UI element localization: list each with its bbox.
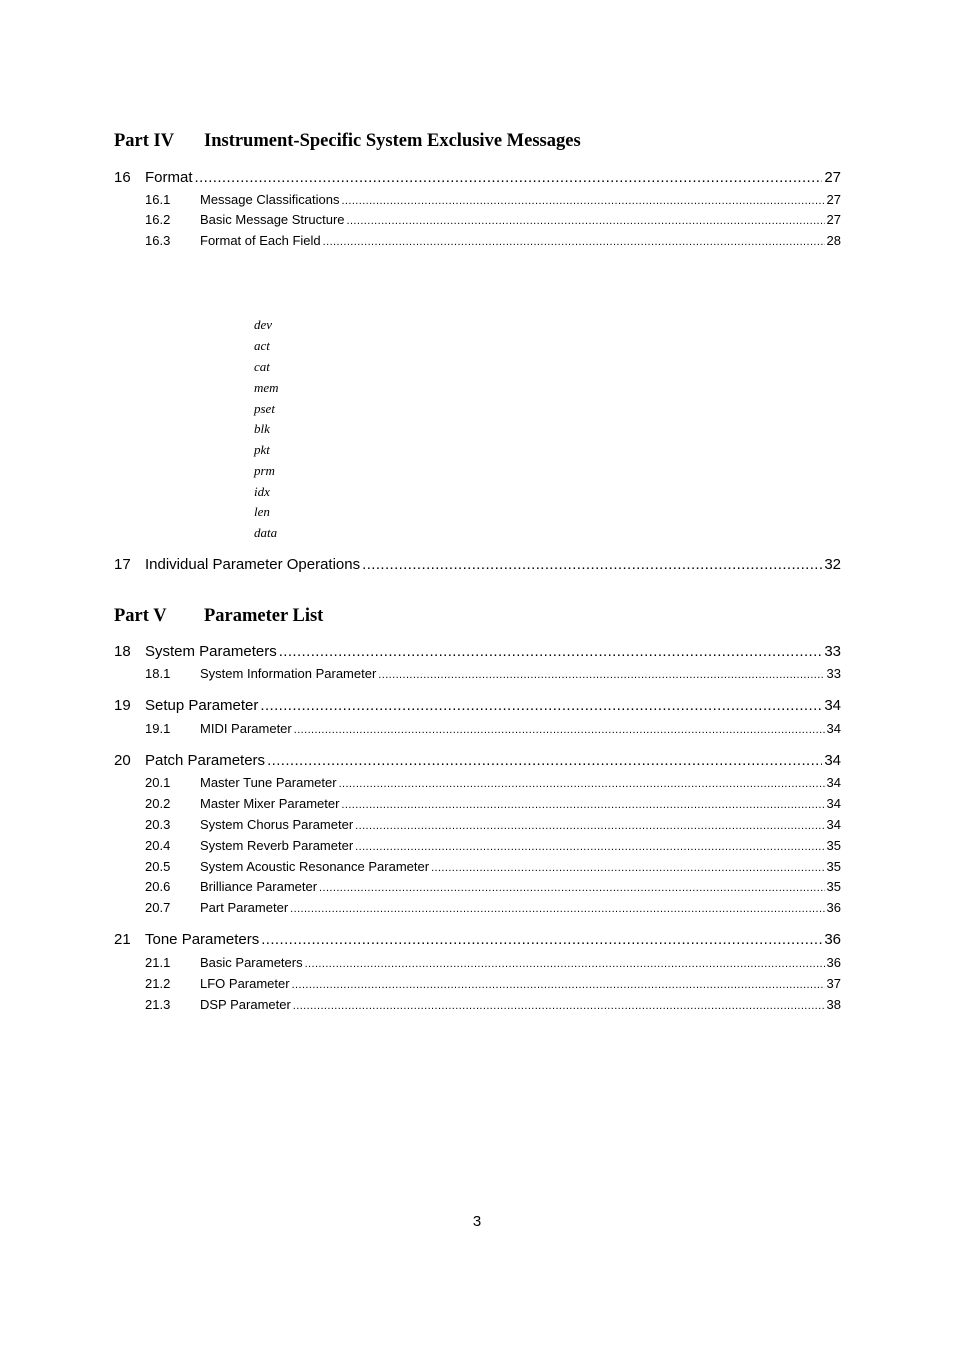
toc-page: 35 <box>826 859 841 874</box>
toc-leader <box>339 775 825 790</box>
toc-leader <box>293 997 825 1012</box>
toc-title: Format of Each Field <box>200 233 321 248</box>
toc-title: Message Classifications <box>200 192 340 207</box>
toc-number: 19 <box>114 697 131 714</box>
toc-entry[interactable] <box>114 697 841 714</box>
toc-number: 20.1 <box>145 775 171 790</box>
toc-title: Part Parameter <box>200 900 289 915</box>
field-name[interactable]: dev <box>254 317 273 332</box>
toc-page: 36 <box>826 900 841 915</box>
toc-entry[interactable] <box>114 931 841 948</box>
toc-title: Patch Parameters <box>145 752 266 769</box>
toc-number: 21 <box>114 931 131 948</box>
toc-entry[interactable] <box>114 192 841 207</box>
toc-page: 35 <box>826 879 841 894</box>
toc-leader <box>341 192 824 207</box>
toc-leader <box>431 859 824 874</box>
toc-entry[interactable] <box>114 752 841 769</box>
toc-leader <box>378 666 824 681</box>
toc-entry[interactable] <box>114 879 841 894</box>
toc-number: 20.2 <box>145 796 171 811</box>
toc-title: Master Mixer Parameter <box>200 796 340 811</box>
toc-entry[interactable] <box>114 169 841 186</box>
toc-leader <box>362 556 822 573</box>
field-name[interactable]: blk <box>254 421 270 436</box>
toc-page: 34 <box>826 817 841 832</box>
toc-leader <box>195 169 823 186</box>
toc-title: System Information Parameter <box>200 666 377 681</box>
toc-page: 27 <box>824 169 841 186</box>
toc-page: 27 <box>826 212 841 227</box>
toc-title: Individual Parameter Operations <box>145 556 361 573</box>
toc-page: 32 <box>824 556 841 573</box>
toc-number: 21.3 <box>145 997 171 1012</box>
toc-title: System Parameters <box>145 643 277 660</box>
toc-entry[interactable] <box>114 643 841 660</box>
toc-leader <box>294 721 825 736</box>
toc-entry[interactable] <box>114 666 841 681</box>
toc-entry[interactable] <box>114 233 841 248</box>
toc-leader <box>347 212 825 227</box>
toc-page: 38 <box>826 997 841 1012</box>
toc-number: 20.4 <box>145 838 171 853</box>
toc-leader <box>323 233 825 248</box>
toc-number: 21.2 <box>145 976 171 991</box>
toc-number: 20.6 <box>145 879 171 894</box>
toc-entry[interactable] <box>114 212 841 227</box>
field-name[interactable]: len <box>254 504 270 519</box>
part-heading-iv <box>114 131 581 152</box>
toc-entry[interactable] <box>114 556 841 573</box>
toc-entry[interactable] <box>114 796 841 811</box>
toc-title: System Reverb Parameter <box>200 838 354 853</box>
part-title: Instrument-Specific System Exclusive Messages <box>204 131 581 151</box>
toc-entry[interactable] <box>114 900 841 915</box>
field-name[interactable]: prm <box>254 463 275 478</box>
toc-title: DSP Parameter <box>200 997 291 1012</box>
field-name[interactable]: data <box>254 525 278 540</box>
toc-number: 18 <box>114 643 131 660</box>
toc-leader <box>341 796 824 811</box>
part-title: Parameter List <box>204 606 324 626</box>
toc-title: LFO Parameter <box>200 976 290 991</box>
toc-number: 16.2 <box>145 212 171 227</box>
toc-title: Basic Message Structure <box>200 212 345 227</box>
toc-page: 34 <box>826 721 841 736</box>
toc-number: 16.3 <box>145 233 171 248</box>
toc-page: 37 <box>826 976 841 991</box>
field-name[interactable]: mem <box>254 380 279 395</box>
toc-leader <box>292 976 825 991</box>
toc-page: 35 <box>826 838 841 853</box>
part-number: Part V <box>114 606 167 626</box>
part-number: Part IV <box>114 131 175 151</box>
toc-entry[interactable] <box>114 859 841 874</box>
toc-title: Format <box>145 169 193 186</box>
toc-number: 21.1 <box>145 955 171 970</box>
toc-page: 27 <box>826 192 841 207</box>
field-name[interactable]: cat <box>254 359 270 374</box>
page-number: 3 <box>472 1213 482 1230</box>
toc-page: 33 <box>826 666 841 681</box>
toc-number: 20.5 <box>145 859 171 874</box>
toc-title: System Chorus Parameter <box>200 817 354 832</box>
toc-entry[interactable] <box>114 997 841 1012</box>
toc-title: Basic Parameters <box>200 955 303 970</box>
toc-number: 17 <box>114 556 131 573</box>
toc-title: System Acoustic Resonance Parameter <box>200 859 430 874</box>
toc-page: 33 <box>824 643 841 660</box>
toc-leader <box>319 879 824 894</box>
toc-number: 16 <box>114 169 131 186</box>
toc-entry[interactable] <box>114 955 841 970</box>
toc-number: 18.1 <box>145 666 171 681</box>
toc-page: 34 <box>824 697 841 714</box>
toc-title: Setup Parameter <box>145 697 259 714</box>
toc-entry[interactable] <box>114 721 841 736</box>
toc-number: 20 <box>114 752 131 769</box>
field-name[interactable]: idx <box>254 484 270 499</box>
toc-title: Tone Parameters <box>145 931 260 948</box>
toc-page: 34 <box>826 796 841 811</box>
toc-number: 16.1 <box>145 192 171 207</box>
toc-page: 36 <box>824 931 841 948</box>
toc-title: MIDI Parameter <box>200 721 292 736</box>
toc-page: 34 <box>824 752 841 769</box>
toc-entry[interactable] <box>114 775 841 790</box>
toc-number: 20.7 <box>145 900 171 915</box>
toc-leader <box>290 900 824 915</box>
toc-title: Brilliance Parameter <box>200 879 318 894</box>
toc-leader <box>267 752 822 769</box>
toc-page: 28 <box>826 233 841 248</box>
field-name[interactable]: act <box>254 338 270 353</box>
toc-leader <box>305 955 825 970</box>
toc-leader <box>355 838 824 853</box>
toc-leader <box>261 931 822 948</box>
toc-title: Master Tune Parameter <box>200 775 337 790</box>
field-name[interactable]: pset <box>254 401 275 416</box>
part-heading-v <box>114 606 323 627</box>
toc-page: 34 <box>826 775 841 790</box>
toc-leader <box>260 697 822 714</box>
toc-entry[interactable] <box>114 817 841 832</box>
toc-leader <box>355 817 824 832</box>
field-name[interactable]: pkt <box>254 442 270 457</box>
toc-number: 19.1 <box>145 721 171 736</box>
toc-entry[interactable] <box>114 976 841 991</box>
toc-leader <box>279 643 823 660</box>
toc-entry[interactable] <box>114 838 841 853</box>
toc-page: 36 <box>826 955 841 970</box>
toc-number: 20.3 <box>145 817 171 832</box>
